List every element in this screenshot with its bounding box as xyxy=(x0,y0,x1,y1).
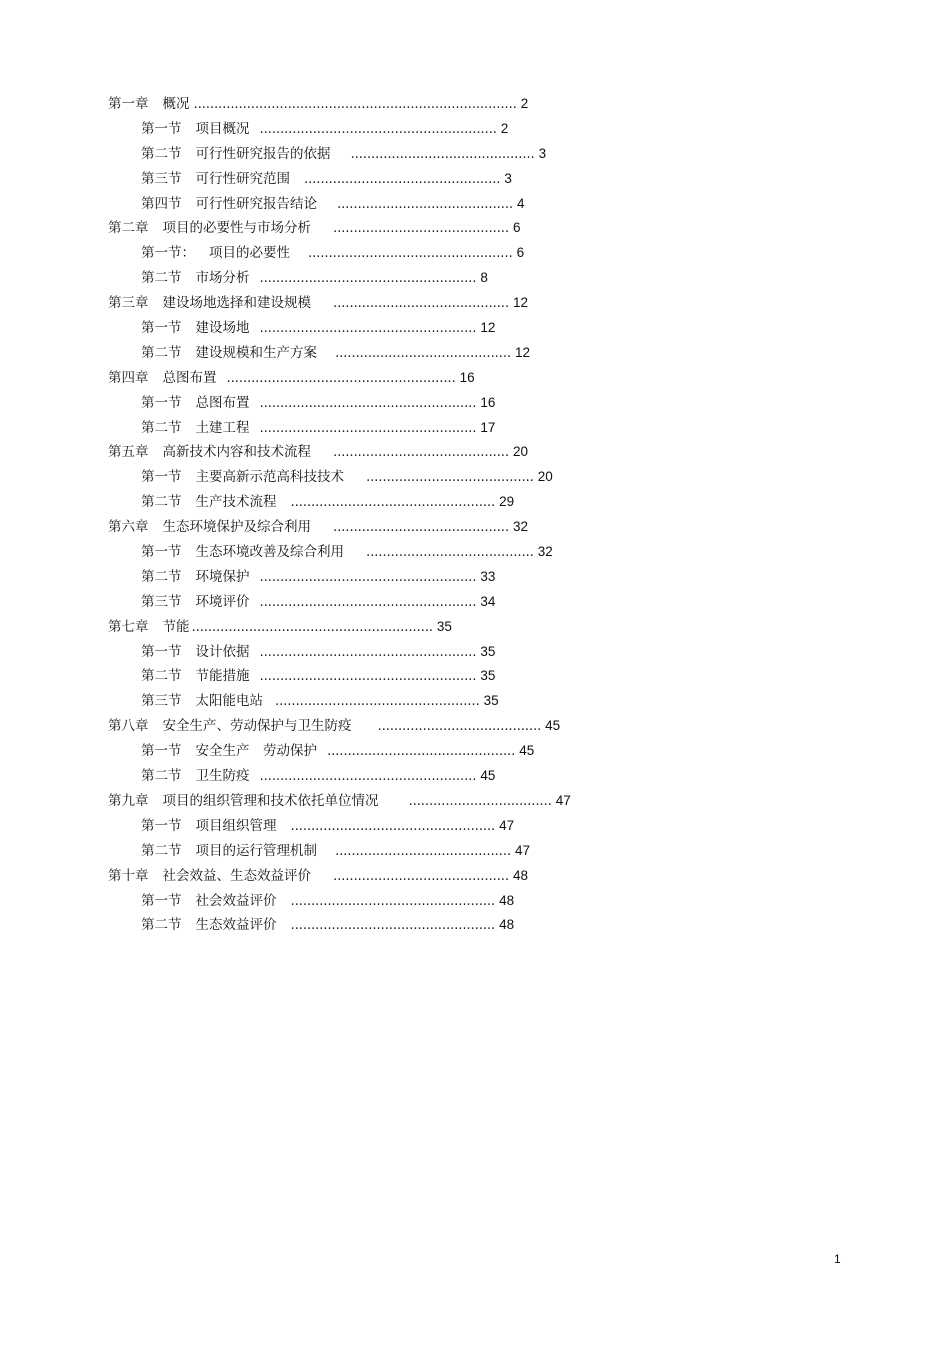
toc-chapter-row[interactable] xyxy=(108,789,668,814)
toc-page-number: 20 xyxy=(537,469,553,485)
toc-page-number: 6 xyxy=(516,245,525,261)
toc-section-row[interactable] xyxy=(108,739,668,764)
toc-entry-title: 项目的运行管理机制 xyxy=(195,842,317,859)
toc-section-row[interactable] xyxy=(108,565,668,590)
toc-entry-title: 土建工程 xyxy=(195,419,250,436)
toc-dot-leader: ..................................................... xyxy=(259,593,477,610)
toc-dot-leader: ........................................... xyxy=(335,344,511,361)
toc-page-number: 45 xyxy=(480,768,496,784)
toc-dot-leader: .............................................. xyxy=(327,743,516,760)
toc-page-number: 45 xyxy=(545,718,561,734)
toc-entry-title: 总图布置 xyxy=(195,394,250,411)
toc-section-row[interactable] xyxy=(108,316,668,341)
toc-entry-title: 项目的必要性 xyxy=(209,245,290,262)
toc-entry-title: 高新技术内容和技术流程 xyxy=(162,444,311,461)
toc-page-number: 12 xyxy=(514,344,530,360)
toc-page-number: 32 xyxy=(512,519,528,535)
toc-dot-leader: ........................................................ xyxy=(226,369,456,386)
toc-entry-number: 第三节 xyxy=(141,693,182,710)
toc-dot-leader: ..................................................... xyxy=(259,768,477,785)
toc-entry-title: 卫生防疫 xyxy=(195,768,250,785)
toc-entry-title: 社会效益评价 xyxy=(195,892,277,909)
toc-entry-number: 第三节 xyxy=(141,593,182,610)
toc-section-row[interactable] xyxy=(108,117,668,142)
toc-entry-number: 第二节 xyxy=(141,842,182,859)
toc-entry-title: 市场分析 xyxy=(195,270,250,287)
toc-entry-title: 项目的组织管理和技术依托单位情况 xyxy=(162,792,379,809)
toc-dot-leader: ........................................... xyxy=(333,295,509,312)
toc-entry-number: 第一节 xyxy=(141,469,182,486)
toc-entry-title: 节能 xyxy=(162,618,190,635)
toc-entry-title: 项目的必要性与市场分析 xyxy=(162,220,311,237)
toc-chapter-row[interactable] xyxy=(108,216,668,241)
toc-entry-title: 安全生产、劳动保护与卫生防疫 xyxy=(162,718,352,735)
page-number: 1 xyxy=(834,1252,841,1266)
toc-entry-title: 可行性研究范围 xyxy=(195,170,290,187)
toc-page-number: 35 xyxy=(436,618,452,634)
toc-chapter-row[interactable] xyxy=(108,291,668,316)
toc-entry-number: 第一节 xyxy=(141,394,182,411)
toc-entry-title: 建设规模和生产方案 xyxy=(195,344,317,361)
toc-entry-title: 设计依据 xyxy=(195,643,250,660)
toc-entry-title: 生态环境改善及综合利用 xyxy=(195,544,344,561)
toc-entry-number: 第二节 xyxy=(141,344,182,361)
toc-entry-title: 生态效益评价 xyxy=(195,917,277,934)
toc-dot-leader: ............................................. xyxy=(350,145,535,162)
toc-page-number: 34 xyxy=(480,593,496,609)
toc-dot-leader: ........................................... xyxy=(333,519,509,536)
toc-dot-leader: ..................................................... xyxy=(259,394,477,411)
toc-dot-leader: .................................................. xyxy=(290,892,496,909)
toc-page-number: 12 xyxy=(512,295,528,311)
toc-entry-title: 可行性研究报告的依据 xyxy=(195,145,331,162)
toc-dot-leader: .................................................. xyxy=(290,494,496,511)
toc-dot-leader: ..................................................... xyxy=(259,668,477,685)
toc-entry-number: 第一章 xyxy=(108,96,149,112)
toc-chapter-row[interactable] xyxy=(108,92,668,117)
table-of-contents xyxy=(108,92,668,938)
toc-dot-leader: ........................................... xyxy=(337,195,513,212)
toc-page-number: 3 xyxy=(504,170,512,186)
toc-entry-title: 生产技术流程 xyxy=(195,494,277,511)
toc-page-number: 35 xyxy=(480,668,496,684)
toc-entry-number: 第二节 xyxy=(141,145,182,162)
toc-page-number: 29 xyxy=(499,494,515,510)
toc-chapter-row[interactable] xyxy=(108,440,668,465)
toc-dot-leader: ......................................... xyxy=(366,469,534,486)
toc-entry-number: 第二节 xyxy=(141,917,182,934)
toc-page-number: 35 xyxy=(483,693,499,709)
toc-entry-number: 第一节 xyxy=(141,817,182,834)
toc-page-number: 48 xyxy=(499,917,515,933)
toc-page-number: 17 xyxy=(480,419,496,435)
toc-page-number: 48 xyxy=(499,892,515,908)
toc-dot-leader: ..................................................... xyxy=(259,568,477,585)
toc-page-number: 8 xyxy=(480,270,488,286)
toc-entry-number: 第一节 xyxy=(141,892,182,909)
toc-entry-number: 第四章 xyxy=(108,369,149,386)
toc-entry-number: 第一节 xyxy=(141,643,182,660)
toc-entry-number: 第二节 xyxy=(141,494,182,511)
toc-page-number: 33 xyxy=(480,568,496,584)
toc-dot-leader: ......................................... xyxy=(366,544,534,561)
toc-entry-number: 第二节 xyxy=(141,419,182,436)
toc-section-row[interactable] xyxy=(108,142,668,167)
toc-dot-leader: .......................................................... xyxy=(259,120,497,137)
toc-section-row[interactable] xyxy=(108,192,668,217)
toc-entry-number: 第六章 xyxy=(108,519,149,536)
toc-section-row[interactable] xyxy=(108,913,668,938)
toc-section-row[interactable] xyxy=(108,167,668,192)
toc-entry-number: 第二节 xyxy=(141,568,182,585)
toc-entry-title: 节能措施 xyxy=(195,668,250,685)
toc-page-number: 16 xyxy=(459,369,475,385)
toc-section-row[interactable] xyxy=(108,889,668,914)
toc-page-number: 4 xyxy=(516,195,525,211)
toc-section-row[interactable] xyxy=(108,640,668,665)
toc-section-row[interactable] xyxy=(108,241,668,266)
toc-section-row[interactable] xyxy=(108,416,668,441)
toc-entry-title: 可行性研究报告结论 xyxy=(195,195,317,212)
toc-dot-leader: ..................................................... xyxy=(259,643,477,660)
toc-page-number: 47 xyxy=(514,842,530,858)
toc-section-row[interactable] xyxy=(108,839,668,864)
toc-entry-number: 第五章 xyxy=(108,444,149,461)
toc-entry-title: 概况 xyxy=(162,96,190,112)
toc-section-row[interactable] xyxy=(108,764,668,789)
toc-dot-leader: .................................................. xyxy=(290,817,496,834)
toc-section-row[interactable] xyxy=(108,540,668,565)
toc-entry-number: 第八章 xyxy=(108,718,149,735)
toc-section-row[interactable] xyxy=(108,814,668,839)
toc-page-number: 3 xyxy=(538,145,547,161)
toc-page-number: 48 xyxy=(512,867,528,883)
toc-dot-leader: ..................................................... xyxy=(259,320,477,337)
toc-entry-number: 第一节 xyxy=(141,120,182,137)
toc-entry-number: 第二节 xyxy=(141,270,182,287)
toc-entry-title: 社会效益、生态效益评价 xyxy=(162,867,311,884)
toc-dot-leader: ........................................................... xyxy=(191,618,433,635)
toc-entry-title: 项目组织管理 xyxy=(195,817,277,834)
toc-page-number: 45 xyxy=(519,743,535,759)
toc-entry-number: 第七章 xyxy=(108,618,149,635)
toc-entry-number: 第三章 xyxy=(108,295,149,312)
toc-entry-number: 第十章 xyxy=(108,867,149,884)
toc-entry-number: 第二节 xyxy=(141,768,182,785)
toc-entry-number: 第一节： xyxy=(141,245,195,262)
toc-dot-leader: .................................................. xyxy=(308,245,513,262)
toc-section-row[interactable] xyxy=(108,590,668,615)
toc-dot-leader: ........................................... xyxy=(335,842,511,859)
toc-entry-number: 第一节 xyxy=(141,544,182,561)
toc-dot-leader: ........................................... xyxy=(333,867,509,884)
toc-entry-title: 环境评价 xyxy=(195,593,250,610)
toc-chapter-row[interactable] xyxy=(108,714,668,739)
toc-page-number: 47 xyxy=(555,792,571,808)
toc-section-row[interactable] xyxy=(108,465,668,490)
toc-dot-leader: ........................................ xyxy=(377,718,542,735)
toc-chapter-row[interactable] xyxy=(108,366,668,391)
toc-dot-leader: ..................................................... xyxy=(259,270,477,287)
toc-page-number: 12 xyxy=(480,320,496,336)
toc-entry-number: 第一节 xyxy=(141,320,182,337)
toc-entry-title: 太阳能电站 xyxy=(195,693,263,710)
toc-dot-leader: ................................... xyxy=(408,792,552,809)
toc-page-number: 6 xyxy=(512,220,521,236)
toc-section-row[interactable] xyxy=(108,490,668,515)
toc-dot-leader: ........................................... xyxy=(333,444,509,461)
toc-entry-title: 建设场地选择和建设规模 xyxy=(162,295,311,312)
toc-section-row[interactable] xyxy=(108,689,668,714)
toc-dot-leader: .................................................. xyxy=(290,917,496,934)
toc-dot-leader: ..................................................... xyxy=(259,419,477,436)
toc-page-number: 16 xyxy=(480,394,496,410)
toc-entry-number: 第三节 xyxy=(141,170,182,187)
toc-entry-title: 总图布置 xyxy=(162,369,217,386)
toc-dot-leader: ............................................................................... xyxy=(193,96,517,112)
toc-section-row[interactable] xyxy=(108,391,668,416)
toc-entry-title: 建设场地 xyxy=(195,320,250,337)
toc-entry-number: 第九章 xyxy=(108,792,149,809)
toc-entry-title: 环境保护 xyxy=(195,568,250,585)
toc-chapter-row[interactable] xyxy=(108,615,668,640)
toc-entry-number: 第四节 xyxy=(141,195,182,212)
toc-entry-title: 主要高新示范高科技技术 xyxy=(195,469,344,486)
toc-page-number: 2 xyxy=(500,120,509,136)
toc-section-row[interactable] xyxy=(108,664,668,689)
toc-dot-leader: ................................................ xyxy=(304,170,501,187)
toc-dot-leader: ........................................... xyxy=(333,220,509,237)
toc-page-number: 47 xyxy=(499,817,515,833)
toc-page-number: 20 xyxy=(512,444,528,460)
toc-section-row[interactable] xyxy=(108,266,668,291)
toc-page-number: 35 xyxy=(480,643,496,659)
toc-entry-number: 第一节 xyxy=(141,743,182,760)
toc-chapter-row[interactable] xyxy=(108,864,668,889)
toc-section-row[interactable] xyxy=(108,341,668,366)
toc-entry-title: 安全生产 劳动保护 xyxy=(195,743,317,760)
toc-entry-number: 第二章 xyxy=(108,220,149,237)
toc-dot-leader: .................................................. xyxy=(275,693,480,710)
toc-page-number: 32 xyxy=(537,544,553,560)
toc-page-number: 2 xyxy=(520,96,529,111)
toc-entry-title: 项目概况 xyxy=(195,120,250,137)
toc-entry-number: 第二节 xyxy=(141,668,182,685)
toc-entry-title: 生态环境保护及综合利用 xyxy=(162,519,311,536)
toc-chapter-row[interactable] xyxy=(108,515,668,540)
